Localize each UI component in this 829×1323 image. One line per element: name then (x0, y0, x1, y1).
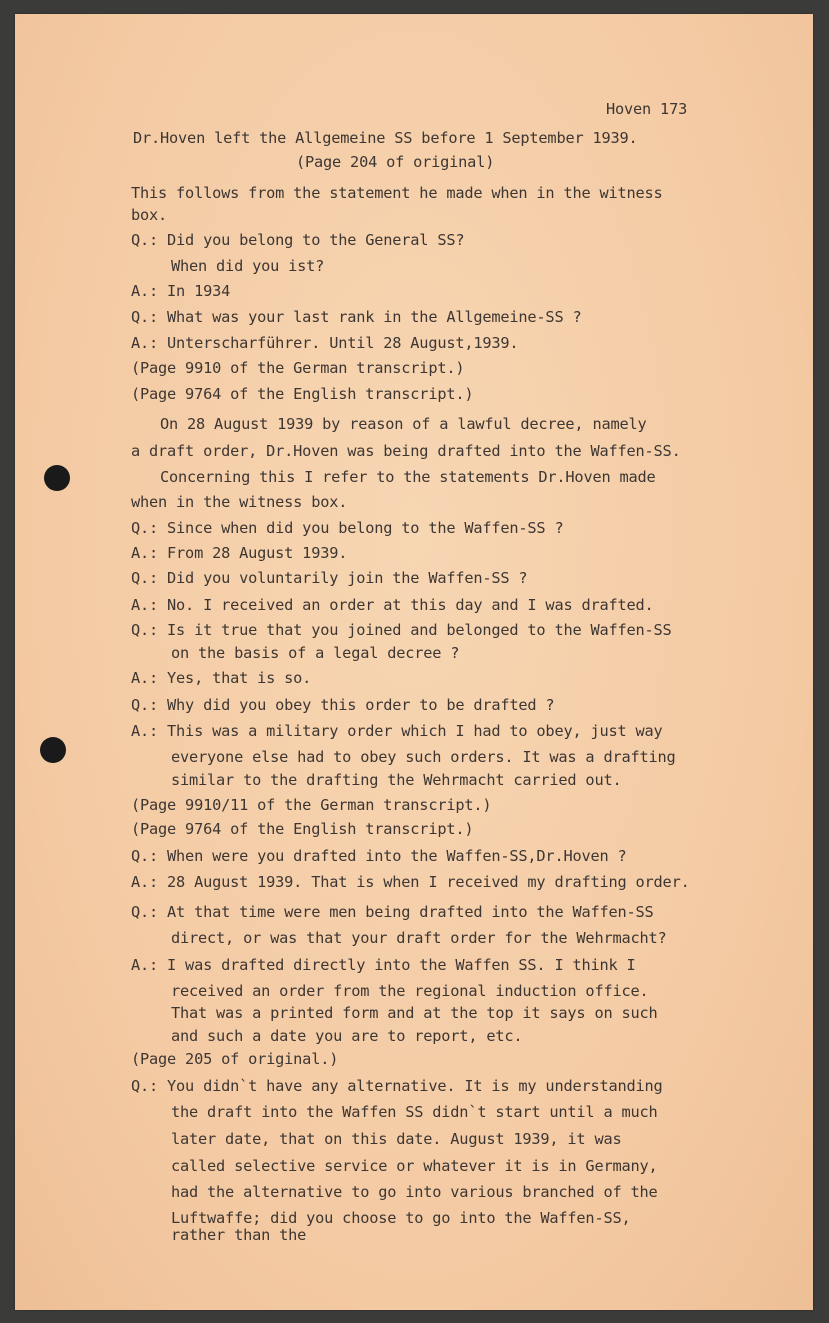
heading: Dr.Hoven left the Allgemeine SS before 1 September 1939. (133, 129, 638, 147)
citation-line: (Page 9764 of the English transcript.) (131, 820, 474, 838)
citation-line: (Page 9910/11 of the German transcript.) (131, 796, 492, 814)
answer-line: A.: I was drafted directly into the Waffen SS. I think I (131, 956, 636, 974)
question-line: Q.: At that time were men being drafted into the Waffen-SS (131, 903, 654, 921)
question-line: the draft into the Waffen SS didn`t start until a much (171, 1103, 658, 1121)
text-line: when in the witness box. (131, 493, 348, 511)
question-line: When did you ist? (171, 257, 325, 275)
text-line: Concerning this I refer to the statements Dr.Hoven made (160, 468, 656, 486)
answer-line: similar to the drafting the Wehrmacht carried out. (171, 771, 622, 789)
answer-line: A.: No. I received an order at this day and I was drafted. (131, 596, 654, 614)
question-line: Q.: You didn`t have any alternative. It is my understanding (131, 1077, 663, 1095)
question-line: on the basis of a legal decree ? (171, 644, 460, 662)
answer-line: A.: This was a military order which I had to obey, just way (131, 722, 663, 740)
answer-line: everyone else had to obey such orders. It was a drafting (171, 748, 676, 766)
answer-line: A.: In 1934 (131, 282, 231, 300)
answer-line: A.: From 28 August 1939. (131, 544, 348, 562)
text-line: On 28 August 1939 by reason of a lawful decree, namely (160, 415, 647, 433)
citation-line: (Page 9910 of the German transcript.) (131, 359, 465, 377)
question-line: Q.: Is it true that you joined and belonged to the Waffen-SS (131, 621, 672, 639)
question-line: had the alternative to go into various branched of the (171, 1183, 658, 1201)
question-line: Q.: Did you voluntarily join the Waffen-SS ? (131, 569, 528, 587)
page-header: Hoven 173 (606, 100, 688, 118)
answer-line: A.: 28 August 1939. That is when I received my drafting order. (131, 873, 690, 891)
question-line: Q.: Why did you obey this order to be drafted ? (131, 696, 555, 714)
text-line: box. (131, 206, 168, 224)
question-line: Luftwaffe; did you choose to go into the Waffen-SS, (171, 1209, 631, 1227)
question-line: later date, that on this date. August 1939, it was (171, 1130, 622, 1148)
question-line: Q.: Did you belong to the General SS? (131, 231, 465, 249)
question-line: Q.: What was your last rank in the Allgemeine-SS ? (131, 308, 582, 326)
text-line: This follows from the statement he made when in the witness (131, 184, 663, 202)
question-line: rather than the (171, 1226, 307, 1244)
question-line: called selective service or whatever it is in Germany, (171, 1157, 658, 1175)
answer-line: A.: Yes, that is so. (131, 669, 312, 687)
question-line: Q.: When were you drafted into the Waffen-SS,Dr.Hoven ? (131, 847, 627, 865)
answer-line: and such a date you are to report, etc. (171, 1027, 523, 1045)
heading-page-ref: (Page 204 of original) (296, 153, 495, 171)
answer-line: A.: Unterscharführer. Until 28 August,1939. (131, 334, 519, 352)
question-line: Q.: Since when did you belong to the Waffen-SS ? (131, 519, 564, 537)
punch-hole-upper (44, 465, 70, 491)
answer-line: received an order from the regional induction office. (171, 982, 649, 1000)
question-line: direct, or was that your draft order for the Wehrmacht? (171, 929, 667, 947)
answer-line: That was a printed form and at the top it says on such (171, 1004, 658, 1022)
citation-line: (Page 9764 of the English transcript.) (131, 385, 474, 403)
text-line: a draft order, Dr.Hoven was being drafted into the Waffen-SS. (131, 442, 681, 460)
citation-line: (Page 205 of original.) (131, 1050, 339, 1068)
punch-hole-lower (40, 737, 66, 763)
